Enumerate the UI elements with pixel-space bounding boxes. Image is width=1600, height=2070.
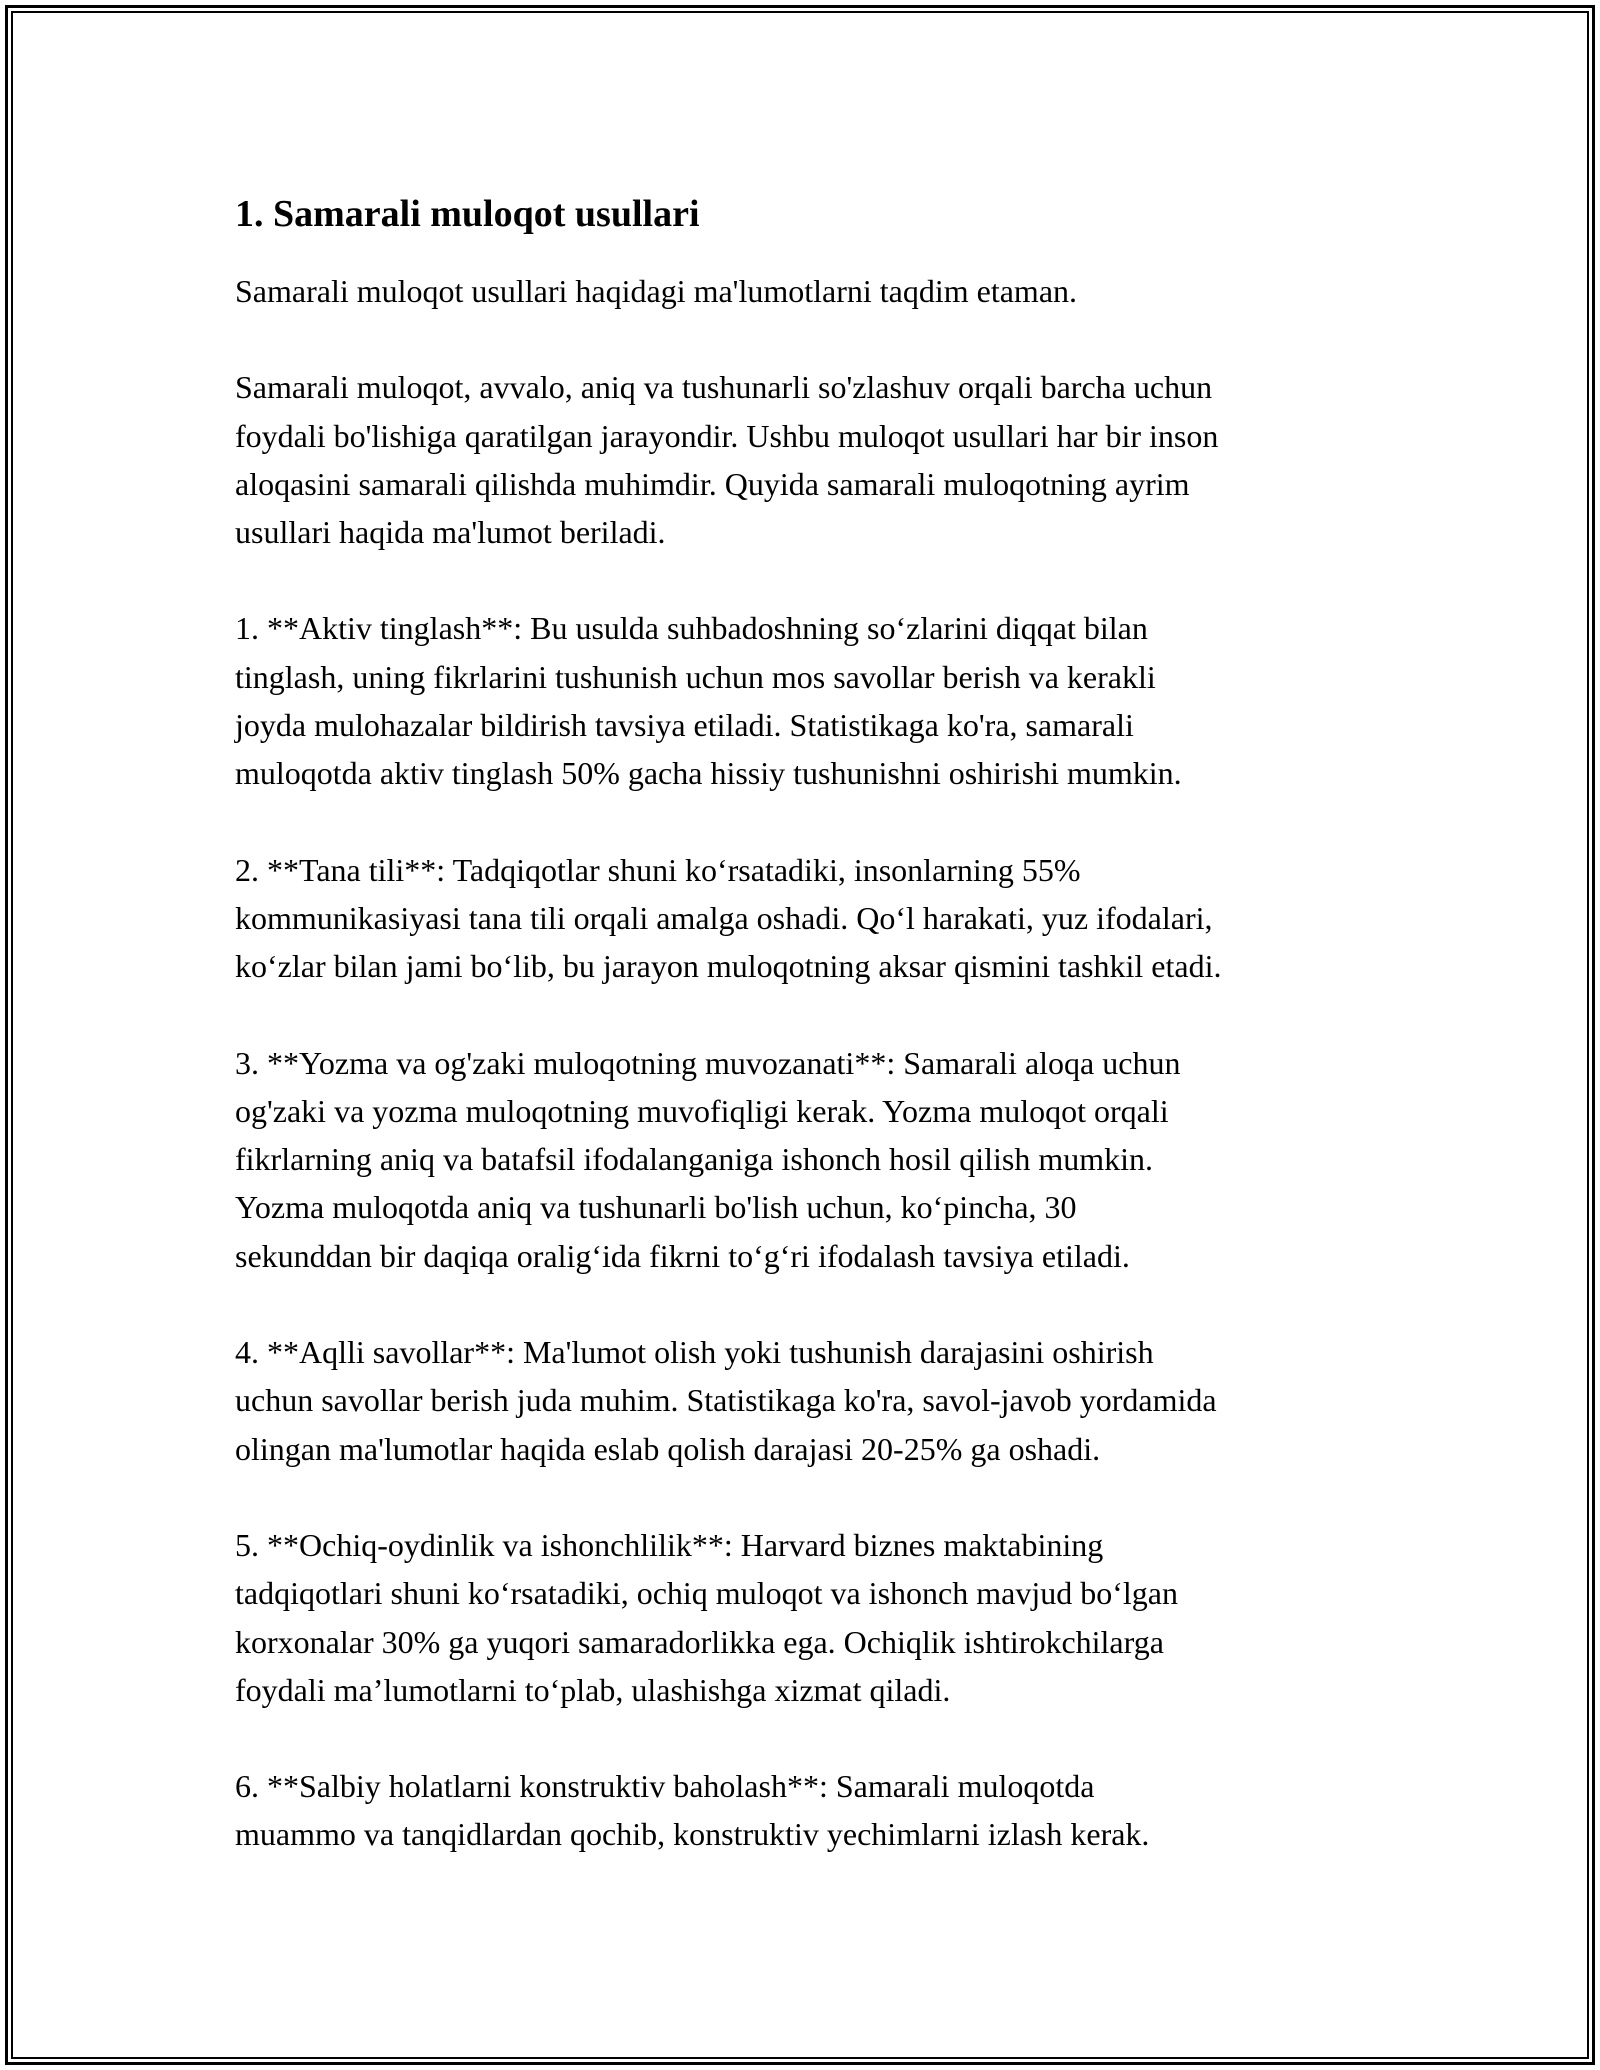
text-line: muammo va tanqidlardan qochib, konstruktiv yechimlarni izlash kerak. (235, 1816, 1150, 1853)
text-line: 2. **Tana tili**: Tadqiqotlar shuni ko‘rsatadiki, insonlarning 55% (235, 851, 1081, 888)
paragraph-7 (235, 1521, 1375, 1714)
text-line: olingan ma'lumotlar haqida eslab qolish darajasi 20-25% ga oshadi. (235, 1430, 1101, 1467)
text-line: tadqiqotlari shuni ko‘rsatadiki, ochiq muloqot va ishonch mavjud bo‘lgan (235, 1575, 1178, 1612)
text-line: aloqasini samarali qilishda muhimdir. Quyida samarali muloqotning ayrim (235, 465, 1190, 502)
text-line: fikrlarning aniq va batafsil ifodalanganiga ishonch hosil qilish mumkin. (235, 1141, 1154, 1178)
text-line: og'zaki va yozma muloqotning muvofiqligi kerak. Yozma muloqot orqali (235, 1092, 1169, 1129)
text-line: kommunikasiyasi tana tili orqali amalga oshadi. Qo‘l harakati, yuz ifodalari, (235, 899, 1213, 936)
text-line: ko‘zlar bilan jami bo‘lib, bu jarayon muloqotning aksar qismini tashkil etadi. (235, 948, 1222, 985)
text-line: 5. **Ochiq-oydinlik va ishonchlilik**: Harvard biznes maktabining (235, 1526, 1104, 1563)
text-line: Samarali muloqot usullari haqidagi ma'lumotlarni taqdim etaman. (235, 273, 1078, 309)
paragraph-4 (235, 846, 1375, 991)
paragraph-6 (235, 1328, 1375, 1473)
paragraph-2 (235, 363, 1375, 556)
text-line: tinglash, uning fikrlarini tushunish uchun mos savollar berish va kerakli (235, 658, 1156, 695)
paragraph-8 (235, 1762, 1375, 1859)
paragraph-5 (235, 1039, 1375, 1280)
paragraph-list (235, 267, 1375, 1859)
text-line: foydali ma’lumotlarni to‘plab, ulashishga xizmat qiladi. (235, 1671, 951, 1708)
text-line: joyda mulohazalar bildirish tavsiya etiladi. Statistikaga ko'ra, samarali (235, 707, 1134, 744)
text-line: Yozma muloqotda aniq va tushunarli bo'lish uchun, ko‘pincha, 30 (235, 1189, 1077, 1226)
text-line: korxonalar 30% ga yuqori samaradorlikka ega. Ochiqlik ishtirokchilarga (235, 1623, 1164, 1660)
text-line: muloqotda aktiv tinglash 50% gacha hissiy tushunishni oshirishi mumkin. (235, 755, 1182, 792)
document-body (235, 185, 1375, 1907)
document-title: 1. Samarali muloqot usullari (235, 193, 700, 235)
paragraph-3 (235, 604, 1375, 797)
paragraph-1 (235, 267, 1375, 315)
text-line: 6. **Salbiy holatlarni konstruktiv baholash**: Samarali muloqotda (235, 1768, 1095, 1805)
text-line: sekunddan bir daqiqa oralig‘ida fikrni to‘g‘ri ifodalash tavsiya etiladi. (235, 1237, 1130, 1274)
text-line: 4. **Aqlli savollar**: Ma'lumot olish yoki tushunish darajasini oshirish (235, 1334, 1154, 1371)
text-line: 3. **Yozma va og'zaki muloqotning muvozanati**: Samarali aloqa uchun (235, 1044, 1181, 1081)
text-line: uchun savollar berish juda muhim. Statistikaga ko'ra, savol-javob yordamida (235, 1382, 1217, 1419)
text-line: usullari haqida ma'lumot beriladi. (235, 514, 666, 551)
text-line: foydali bo'lishiga qaratilgan jarayondir. Ushbu muloqot usullari har bir inson (235, 417, 1219, 454)
text-line: 1. **Aktiv tinglash**: Bu usulda suhbadoshning so‘zlarini diqqat bilan (235, 610, 1148, 647)
text-line: Samarali muloqot, avvalo, aniq va tushunarli so'zlashuv orqali barcha uchun (235, 369, 1213, 406)
